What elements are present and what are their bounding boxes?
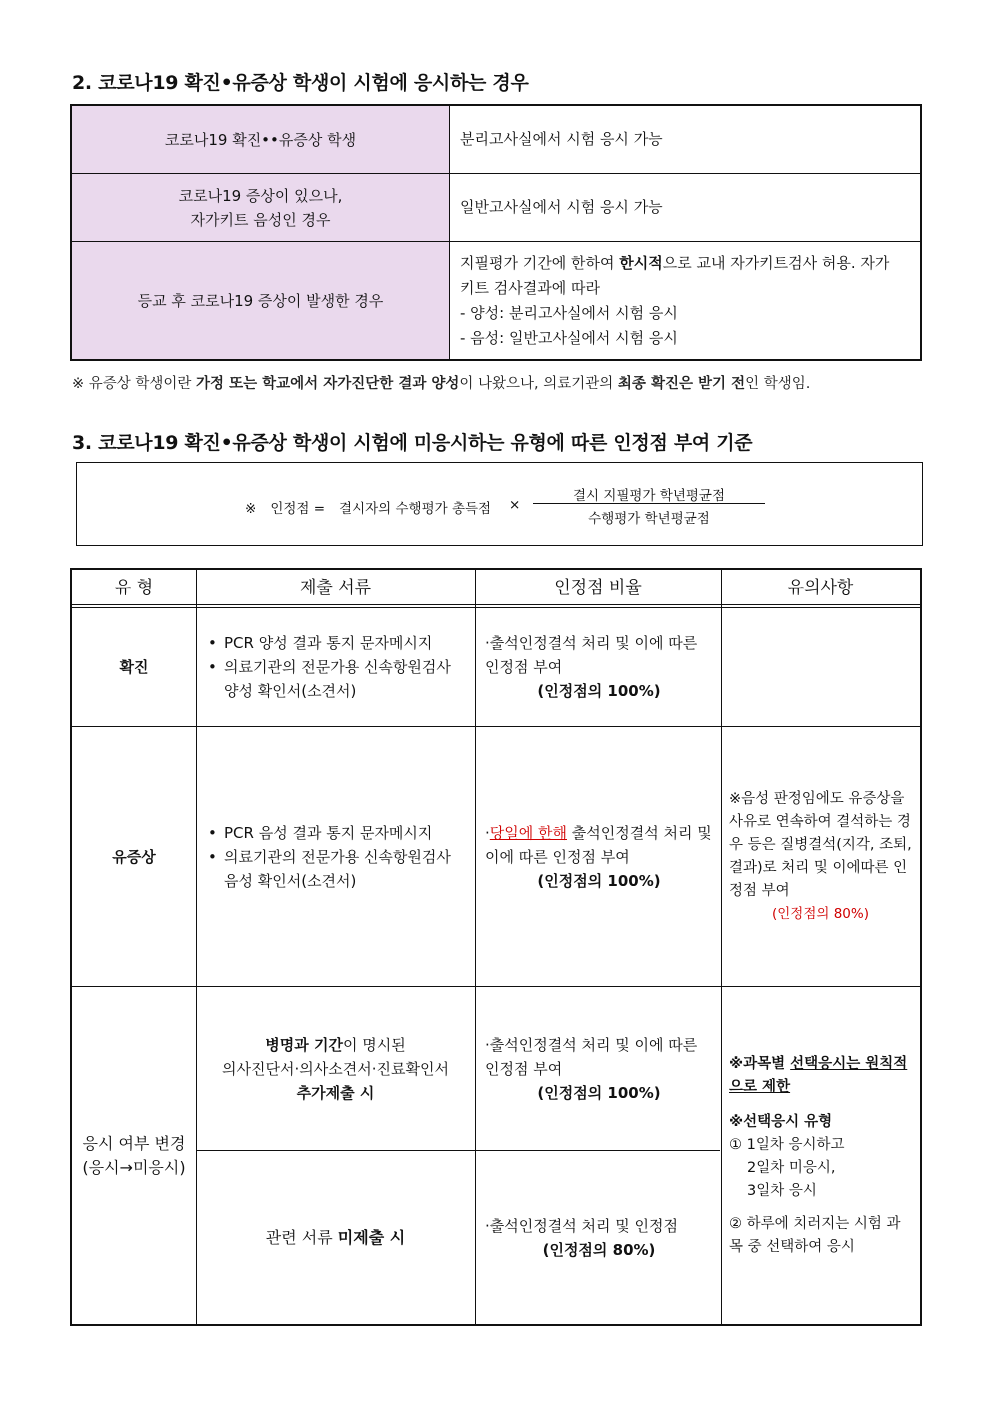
table-row [72, 242, 920, 359]
times-sign: × [509, 497, 521, 513]
docs-change-not-submitted: 관련 서류 미제출 시 [265, 1227, 406, 1247]
list-item: • PCR 음성 결과 통지 문자메시지 [200, 821, 463, 845]
table-row [72, 174, 920, 242]
condition-cell: 코로나19 확진••유증상 학생 [72, 106, 450, 173]
same-day-only: 당일에 한해 [489, 823, 567, 842]
ratio-change-not-submitted: ·출석인정결석 처리 및 인정점 (인정점의 80%) [485, 1216, 678, 1259]
symptomatic-definition-note: ※ 유증상 학생이란 가정 또는 학교에서 자가진단한 결과 양성이 나왔으나, 의료기관의 최종 확진은 받기 전인 학생임. [72, 376, 811, 392]
formula-box [76, 462, 923, 546]
list-item: • PCR 양성 결과 통지 문자메시지 [200, 631, 463, 655]
condition-cell: 코로나19 증상이 있으나, 자가키트 음성인 경우 [72, 174, 450, 241]
ratio-symptomatic: ·당일에 한해 출석인정결석 처리 및 이에 따른 인정점 부여 (인정점의 100%) [485, 823, 712, 890]
ratio-confirmed: ·출석인정결석 처리 및 이에 따른 인정점 부여 (인정점의 100%) [485, 634, 698, 700]
section-2-title: 2. 코로나19 확진•유증상 학생이 시험에 응시하는 경우 [72, 72, 529, 94]
docs-symptomatic [196, 727, 475, 986]
caution-symptomatic: ※음성 판정임에도 유증상을 사유로 연속하여 결석하는 경우 등은 질병결석(지각, 조퇴, 결과)로 처리 및 이에따른 인정점 부여 (인정점의 80%) [729, 790, 912, 922]
docs-confirmed [196, 608, 475, 726]
header-type: 유 형 [114, 578, 154, 598]
fraction-line [533, 503, 765, 504]
type-confirmed: 확진 [119, 658, 149, 676]
ratio-change-submitted: ·출석인정결석 처리 및 이에 따른 인정점 부여 (인정점의 100%) [485, 1035, 698, 1102]
formula-numerator: 결시 지필평가 학년평균점 [572, 488, 726, 504]
condition-cell: 등교 후 코로나19 증상이 발생한 경우 [72, 242, 450, 359]
action-cell: 일반고사실에서 시험 응시 가능 [460, 198, 663, 216]
type-change: 응시 여부 변경 (응시→미응시) [82, 1133, 186, 1177]
table-row [72, 106, 920, 174]
exam-taking-table [70, 104, 922, 361]
formula-denominator: 수행평가 학년평균점 [588, 511, 710, 527]
type-symptomatic: 유증상 [112, 847, 156, 866]
header-caution: 유의사항 [787, 578, 854, 598]
formula-lhs: ※ 인정점 = 결시자의 수행평가 총득점 [245, 501, 492, 517]
caution-change: ※과목별 선택응시는 원칙적으로 제한 ※선택응시 유형 ① 1일차 응시하고 2일차 미응시, 3일차 응시 ② 하루에 치러지는 시험 과목 중 선택하여 응시 [729, 1055, 908, 1255]
docs-change-submitted: 병명과 기간이 명시된 의사진단서·의사소견서·진료확인서 추가제출 시 [222, 1035, 449, 1102]
header-ratio: 인정점 비율 [554, 578, 642, 598]
header-documents: 제출 서류 [299, 578, 372, 598]
action-cell: 지필평가 기간에 한하여 한시적으로 교내 자가키트검사 허용. 자가 키트 검사결과에 따라 - 양성: 분리고사실에서 시험 응시 - 음성: 일반고사실에서 시험 응시 [460, 253, 890, 347]
action-cell: 분리고사실에서 시험 응시 가능 [460, 130, 663, 148]
list-item: • 의료기관의 전문가용 신속항원검사 양성 확인서(소견서) [200, 655, 463, 703]
list-item: • 의료기관의 전문가용 신속항원검사 음성 확인서(소견서) [200, 845, 463, 893]
recognition-score-table [70, 568, 922, 1326]
section-3-title: 3. 코로나19 확진•유증상 학생이 시험에 미응시하는 유형에 따른 인정점 부여 기준 [72, 432, 753, 454]
